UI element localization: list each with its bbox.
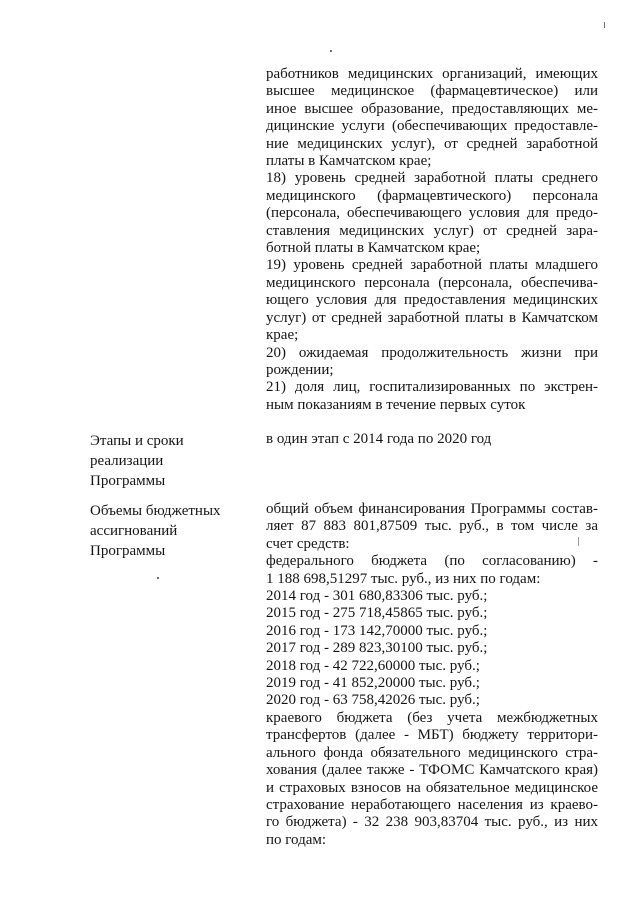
text-line: ние медицинских услуг), от средней заработной (266, 135, 598, 152)
text-line: страхование неработающего населения из краево- (266, 796, 598, 813)
federal-budget (266, 553, 598, 588)
label-line: Программы (90, 543, 166, 559)
label-line: Этапы и сроки (90, 433, 184, 449)
label-line: Объемы бюджетных (90, 503, 221, 519)
year-amount: 2016 год - 173 142,70000 тыс. руб.; (266, 622, 488, 639)
text-line: ляет 87 883 801,87509 тыс. руб., в том числе за (266, 518, 598, 535)
federal-by-year-list (266, 588, 598, 710)
year-amount: 2019 год - 41 852,20000 тыс. руб.; (266, 675, 480, 692)
text-line: 21) доля лиц, госпитализированных по экстрен- (266, 379, 598, 396)
text-line: иное высшее образование, предоставляющих ме- (266, 100, 598, 117)
text-line: ющего условия для предоставления медицинских (266, 292, 598, 309)
label-line: Программы (90, 473, 166, 489)
text-line: ставления медицинских услуг) от средней зара- (266, 222, 598, 239)
text-line: 18) уровень средней заработной платы среднего (266, 170, 598, 187)
scan-speck (157, 577, 159, 579)
scan-speck (330, 50, 332, 52)
text-line: ным показаниям в течение первых суток (266, 396, 526, 413)
text-line: работников медицинских организаций, имеющих (266, 66, 598, 82)
text-line: федерального бюджета (по согласованию) - (266, 553, 598, 570)
text-line: краевого бюджета (без учета межбюджетных (266, 709, 598, 726)
text-line: 20) ожидаемая продолжительность жизни при (266, 344, 598, 361)
text-line: 19) уровень средней заработной платы младшего (266, 257, 598, 274)
text-line: платы в Камчатском крае; (266, 153, 432, 170)
text-line: трансфертов (далее - МБТ) бюджету территори- (266, 727, 598, 744)
indicator-21 (266, 379, 598, 414)
text-line: в один этап с 2014 года по 2020 год (266, 431, 492, 447)
regional-budget (266, 710, 598, 849)
year-amount: 2020 год - 63 758,42026 тыс. руб.; (266, 692, 480, 709)
budget-value (266, 501, 598, 849)
year-amount: 2015 год - 275 718,45865 тыс. руб.; (266, 605, 488, 622)
year-amount: 2017 год - 289 823,30100 тыс. руб.; (266, 640, 488, 657)
label-line: ассигнований (90, 523, 178, 539)
text-line: (персонала, обеспечивающего условия для предо- (266, 205, 598, 222)
indicator-18 (266, 170, 598, 257)
text-line: хования (далее также - ТФОМС Камчатского края) (266, 762, 598, 779)
text-line: и страховых взносов на обязательное медицинское (266, 779, 598, 796)
text-line: услуг) от средней заработной платы в Камчатском (266, 309, 598, 326)
text-line: счет средств: (266, 535, 350, 552)
text-line: ального фонда обязательного медицинского стра- (266, 744, 598, 761)
text-line: медицинского (фармацевтического) персонала (266, 187, 598, 204)
text-line: рождении; (266, 361, 334, 378)
scan-speck (604, 22, 605, 28)
text-line: ботной платы в Камчатском крае; (266, 240, 481, 257)
year-amount: 2018 год - 42 722,60000 тыс. руб.; (266, 657, 480, 674)
indicators-continuation (266, 66, 598, 414)
text-line: го бюджета) - 32 238 903,83704 тыс. руб., из них (266, 814, 598, 831)
budget-label (90, 501, 250, 561)
indicator-20 (266, 345, 598, 380)
label-line: реализации (90, 453, 164, 469)
text-line: медицинского персонала (персонала, обеспечива- (266, 274, 598, 291)
indicator-19 (266, 257, 598, 344)
total-financing (266, 501, 598, 553)
text-line: общий объем финансирования Программы состав- (266, 501, 598, 517)
year-amount: 2014 год - 301 680,83306 тыс. руб.; (266, 588, 488, 605)
text-line: 1 188 698,51297 тыс. руб., из них по годам: (266, 570, 541, 587)
text-line: по годам: (266, 831, 327, 848)
stages-value (266, 431, 598, 448)
indicator-17-tail (266, 66, 598, 170)
stages-label (90, 431, 250, 491)
text-line: крае; (266, 327, 299, 344)
text-line: высшее медицинское (фармацевтическое) или (266, 83, 598, 100)
text-line: дицинские услуги (обеспечивающих предоставле- (266, 118, 598, 135)
